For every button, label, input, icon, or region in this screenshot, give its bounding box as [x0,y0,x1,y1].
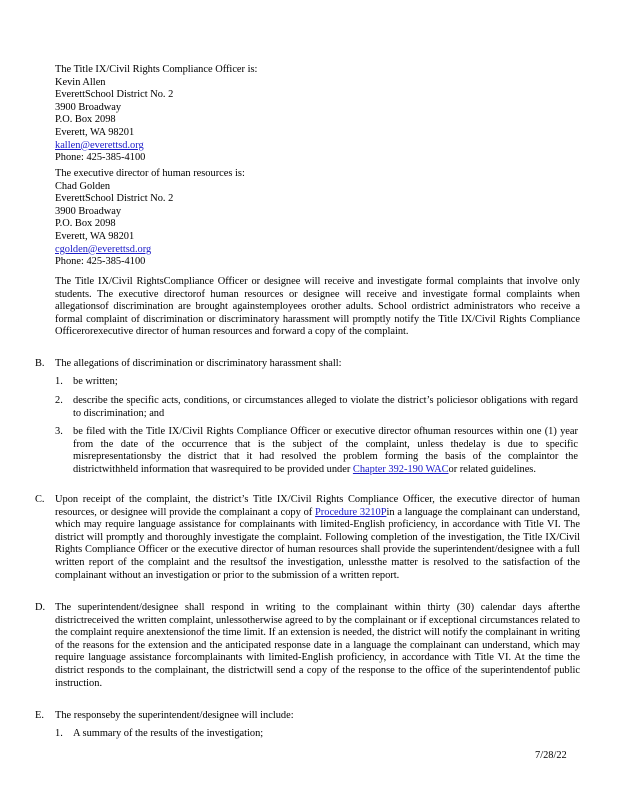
list-item-text: be written; [73,376,118,387]
section-e-text: The responseby the superintendent/designee will include: [55,710,294,721]
item-text-part: be filed with the Title IX/Civil Rights Compliance Officer or executive director ofhuman resources within one (1) year from the date of the occurrence that is the subject of the complaint, unless thedelay is due to specific misrepresentationsby the district that it had resolved the problem forming the basis of the complaintor the districtwithheld information that wasrequired to be provided under [73,426,578,475]
contact-city: Everett, WA 98201 [55,230,135,242]
list-item-text: A summary of the results of the investigation; [73,728,264,739]
section-b-marker: B. [35,358,45,369]
contact-heading: The Title IX/Civil Rights Compliance Officer is: [55,64,258,75]
section-d-text: The superintendent/designee shall respond in writing to the complainant within thirty (30) calendar days afterthe districtreceived the written complaint, unlessotherwise agreed to by the complainant or if exceptional circumstances related to the complaint require anextensionof the time limit. If an extension is needed, the district will notify the complainant in writing of the reasons for the extension and the anticipated response date in a language the complainant can understand, which may require language assistance forcomplainants with limited-English proficiency, in accordance with Title VI. At the time the district responds to the complainant, the districtwill send a copy of the response to the office of the superintendentof public instruction. [55,602,580,689]
contact-street: 3900 Broadway [55,205,122,217]
footer-date: 7/28/22 [535,750,567,761]
contact-organization: EverettSchool District No. 2 [55,89,174,101]
wac-chapter-link[interactable]: Chapter 392-190 WAC [352,463,449,475]
list-item-text [73,426,578,476]
list-number: 1. [55,376,63,387]
contact-organization: EverettSchool District No. 2 [55,193,174,205]
procedure-link[interactable]: Procedure 3210P [315,506,387,518]
contact-street: 3900 Broadway [55,101,122,113]
section-d-marker: D. [35,602,46,613]
contact-block-compliance-officer [55,64,585,165]
section-c-text [55,494,580,582]
contact-name: Chad Golden [55,180,111,192]
list-number: 1. [55,728,63,739]
contact-phone: Phone: 425-385-4100 [55,152,146,164]
contact-heading: The executive director of human resources is: [55,168,245,179]
section-e-marker: E. [35,710,44,721]
contact-pobox: P.O. Box 2098 [55,218,116,230]
item-text-part: or related guidelines. [448,463,536,475]
contact-name: Kevin Allen [55,76,106,88]
email-link[interactable]: cgolden@everettsd.org [55,243,152,255]
email-link[interactable]: kallen@everettsd.org [55,139,144,151]
list-item-text: describe the specific acts, conditions, or circumstances alleged to violate the district’s policiesor obligations with regard to discrimination; and [73,395,578,419]
contact-city: Everett, WA 98201 [55,126,135,138]
list-number: 2. [55,395,63,406]
section-text-part: in a language the complainant can understand, which may require language assistance for complainants with limited-English proficiency, in accordance with Title VI. The district will promptly and thoroughly investigate the complaint. Following completion of the investigation, the Title IX/Civil Rights Compliance Officer or the executive director of human resources shall provide the superintendent/designee with a full written report of the complaint and the resultsof the investigation, unlessthe matter is resolved to the satisfaction of the complainant without an investigation or prior to the submission of a written report. [55,506,580,581]
contact-block-hr-director [55,168,585,269]
intro-paragraph: The Title IX/Civil RightsCompliance Officer or designee will receive and investigate formal complaints that involve only students. The executive directorof human resources or designee will receive and investigate formal complaints when allegationsof discrimination are brought againstemployees orother adults. School ordistrict administrators who receive a formal complaint of discrimination or discriminatory harassment will promptly notify the Title IX/Civil Rights Compliance Officerorexecutive director of human resources and forward a copy of the complaint. [55,276,580,338]
section-c-marker: C. [35,494,45,505]
contact-phone: Phone: 425-385-4100 [55,256,146,268]
contact-pobox: P.O. Box 2098 [55,114,116,126]
section-text-part: Upon receipt of the complaint, the district’s Title IX/Civil Rights Compliance Officer, the executive director of human resources, or designee will provide the complainant a copy of [55,494,580,518]
list-number: 3. [55,426,63,437]
section-b-text: The allegations of discrimination or discriminatory harassment shall: [55,358,342,369]
